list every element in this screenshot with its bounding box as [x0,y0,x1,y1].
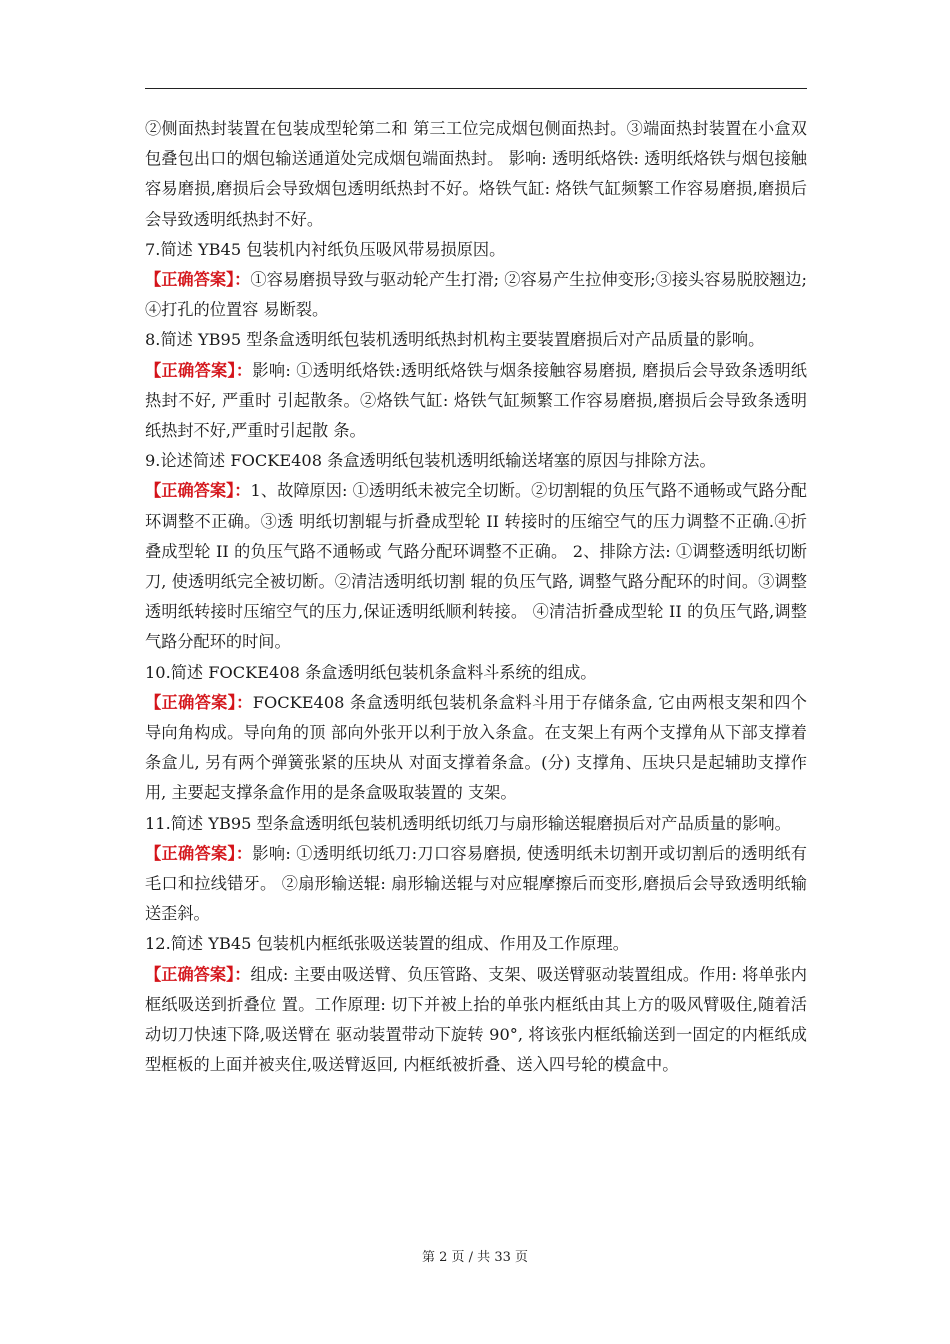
answer-label: 【正确答案】： [145,360,253,380]
answer-text: 影响: ①透明纸烙铁:透明纸烙铁与烟条接触容易磨损, 磨损后会导致条透明纸热封不好, 严重时 引起散条。②烙铁气缸: 烙铁气缸频繁工作容易磨损,磨损后会导致条透明纸热封不好,严重时引起散 条。 [145,360,807,441]
question-9: 9.论述简述 FOCKE408 条盒透明纸包装机透明纸输送堵塞的原因与排除方法。 [145,451,716,471]
answer-11 [145,839,807,930]
answer-9 [145,476,807,657]
intro-paragraph: ②侧面热封装置在包装成型轮第二和 第三工位完成烟包侧面热封。③端面热封装置在小盒双包叠包出口的烟包输送通道处完成烟包端面热封。 影响: 透明纸烙铁: 透明纸烙铁与烟包接触容易磨损,磨损后会导致烟包透明纸热封不好。烙铁气缸: 烙铁气缸频繁工作容易磨损,磨损后会导致透明纸热封不好。 [145,119,807,229]
answer-label: 【正确答案】： [145,481,251,501]
question-11: 11.简述 YB95 型条盒透明纸包装机透明纸切纸刀与扇形输送辊磨损后对产品质量的影响。 [145,813,791,833]
answer-text: ①容易磨损导致与驱动轮产生打滑; ②容易产生拉伸变形;③接头容易脱胶翘边; ④打孔的位置容 易断裂。 [145,270,807,320]
answer-text: 1、故障原因: ①透明纸未被完全切断。②切割辊的负压气路不通畅或气路分配环调整不正确。③透 明纸切割辊与折叠成型轮 II 转接时的压缩空气的压力调整不正确.④折叠成型轮 II 的负压气路不通畅或 气路分配环调整不正确。 2、排除方法: ①调整透明纸切断刀, 使透明纸完全被切断。②清洁透明纸切割 辊的负压气路, 调整气路分配环的时间。③调整透明纸转接时压缩空气的压力,保证透明纸顺利转接。 ④清洁折叠成型轮 II 的负压气路,调整气路分配环的时间。 [145,481,807,652]
header-rule [145,88,807,89]
answer-12 [145,960,807,1081]
answer-label: 【正确答案】： [145,692,253,712]
question-7: 7.简述 YB45 包装机内衬纸负压吸风带易损原因。 [145,239,506,259]
answer-7 [145,265,807,325]
question-12: 12.简述 YB45 包装机内框纸张吸送装置的组成、作用及工作原理。 [145,934,629,954]
question-10: 10.简述 FOCKE408 条盒透明纸包装机条盒料斗系统的组成。 [145,662,597,682]
answer-text: 组成: 主要由吸送臂、负压管路、支架、吸送臂驱动装置组成。作用: 将单张内框纸吸送到折叠位 置。工作原理: 切下并被上抬的单张内框纸由其上方的吸风臂吸住,随着活动切刀快速下降,吸送臂在 驱动装置带动下旋转 90°, 将该张内框纸输送到一固定的内框纸成型框板的上面并被夹住,吸送臂返回, 内框纸被折叠、送入四号轮的模盒中。 [145,964,807,1075]
answer-10 [145,688,807,809]
answer-label: 【正确答案】： [145,270,251,290]
answer-label: 【正确答案】： [145,843,253,863]
answer-text: FOCKE408 条盒透明纸包装机条盒料斗用于存储条盒, 它由两根支架和四个导向角构成。导向角的顶 部向外张开以利于放入条盒。在支架上有两个支撑角从下部支撑着条盒儿, 另有两个弹簧张紧的压块从 对面支撑着条盒。(分) 支撑角、压块只是起辅助支撑作用, 主要起支撑条盒作用的是条盒吸取装置的 支架。 [145,692,807,803]
page-footer: 第 2 页 / 共 33 页 [422,1250,528,1265]
page-content [145,114,807,1081]
answer-text: 影响: ①透明纸切纸刀:刀口容易磨损, 使透明纸未切割开或切割后的透明纸有毛口和拉线错牙。 ②扇形输送辊: 扇形输送辊与对应辊摩擦后而变形,磨损后会导致透明纸输送歪斜。 [145,843,807,924]
answer-label: 【正确答案】： [145,964,251,984]
question-8: 8.简述 YB95 型条盒透明纸包装机透明纸热封机构主要装置磨损后对产品质量的影响。 [145,330,765,350]
answer-8 [145,356,807,447]
